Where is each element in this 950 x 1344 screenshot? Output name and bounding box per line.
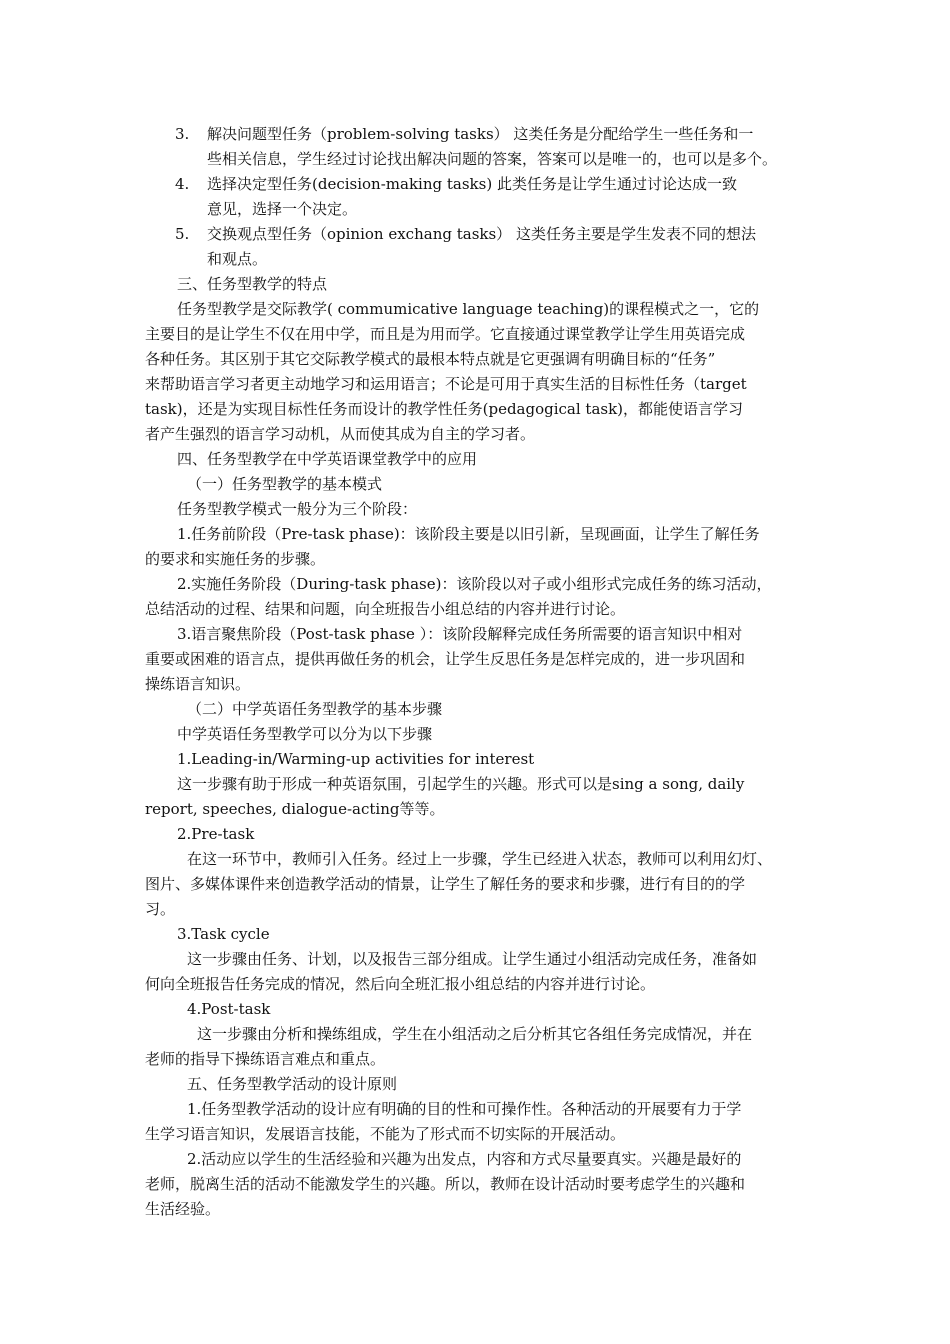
paragraph-line: 各种任务。其区别于其它交际教学模式的最根本特点就是它更强调有明确目标的“任务” [145, 350, 716, 368]
list-text: 交换观点型任务（opinion exchang tasks） 这类任务主要是学生发表不同的想法 [207, 225, 756, 243]
paragraph-line: 图片、多媒体课件来创造教学活动的情景，让学生了解任务的要求和步骤，进行有目的的学 [145, 875, 746, 893]
paragraph-line: 何向全班报告任务完成的情况，然后向全班汇报小组总结的内容并进行讨论。 [145, 975, 656, 993]
paragraph-line: 任务型教学模式一般分为三个阶段： [177, 500, 418, 518]
list-text: 解决问题型任务（problem-solving tasks） 这类任务是分配给学生一些任务和一 [207, 125, 754, 143]
paragraph-line: 的要求和实施任务的步骤。 [145, 550, 326, 568]
paragraph-line: 主要目的是让学生不仅在用中学，而且是为用而学。它直接通过课堂教学让学生用英语完成 [145, 325, 746, 343]
list-item-5-line-1 [145, 222, 810, 247]
paragraph-line: report, speeches, dialogue-acting等等。 [145, 800, 445, 818]
paragraph-line: 3.语言聚焦阶段（Post-task phase ）：该阶段解释完成任务所需要的语言知识中相对 [177, 625, 743, 643]
paragraph-line: 2.活动应以学生的生活经验和兴趣为出发点，内容和方式尽量要真实。兴趣是最好的 [187, 1150, 742, 1168]
subsection-heading-2: （二）中学英语任务型教学的基本步骤 [187, 700, 443, 718]
paragraph-line: 习。 [145, 900, 176, 918]
list-item-5-line-2: 和观点。 [207, 250, 268, 268]
subsection-heading-1: （一）任务型教学的基本模式 [187, 475, 383, 493]
paragraph-line: 来帮助语言学习者更主动地学习和运用语言；不论是可用于真实生活的目标性任务（target [145, 375, 747, 393]
paragraph-line: 老师的指导下操练语言难点和重点。 [145, 1050, 386, 1068]
list-number: 4. [175, 175, 190, 193]
section-heading-3: 三、任务型教学的特点 [177, 275, 328, 293]
document-body [145, 122, 810, 1222]
list-item-4-line-1 [145, 172, 810, 197]
section-heading-4: 四、任务型教学在中学英语课堂教学中的应用 [177, 450, 478, 468]
paragraph-line: 1.任务前阶段（Pre-task phase)：该阶段主要是以旧引新，呈现画面，让学生了解任务 [177, 525, 760, 543]
list-item-3-line-1 [145, 122, 810, 147]
paragraph-line: 重要或困难的语言点，提供再做任务的机会，让学生反思任务是怎样完成的，进一步巩固和 [145, 650, 746, 668]
list-item-4-line-2: 意见，选择一个决定。 [207, 200, 358, 218]
list-number: 3. [175, 125, 190, 143]
step-heading-3: 3.Task cycle [177, 925, 270, 943]
paragraph-line: 生活经验。 [145, 1200, 221, 1218]
paragraph-line: 中学英语任务型教学可以分为以下步骤 [177, 725, 433, 743]
paragraph-line: 在这一环节中，教师引入任务。经过上一步骤，学生已经进入状态，教师可以利用幻灯、 [187, 850, 773, 868]
list-item-3-line-2: 些相关信息，学生经过讨论找出解决问题的答案，答案可以是唯一的，也可以是多个。 [207, 150, 778, 168]
paragraph-line: 者产生强烈的语言学习动机，从而使其成为自主的学习者。 [145, 425, 536, 443]
step-heading-4: 4.Post-task [187, 1000, 271, 1018]
paragraph-line: 2.实施任务阶段（During-task phase)：该阶段以对子或小组形式完成任务的练习活动， [177, 575, 772, 593]
paragraph-line: 这一步骤由任务、计划，以及报告三部分组成。让学生通过小组活动完成任务，准备如 [187, 950, 758, 968]
paragraph-line: 任务型教学是交际教学( commumicative language teaching)的课程模式之一，它的 [177, 300, 760, 318]
step-heading-1: 1.Leading-in/Warming-up activities for interest [177, 750, 535, 768]
list-number: 5. [175, 225, 190, 243]
section-heading-5: 五、任务型教学活动的设计原则 [187, 1075, 398, 1093]
paragraph-line: 这一步骤由分析和操练组成，学生在小组活动之后分析其它各组任务完成情况，并在 [197, 1025, 753, 1043]
paragraph-line: 总结活动的过程、结果和问题，向全班报告小组总结的内容并进行讨论。 [145, 600, 626, 618]
paragraph-line: 1.任务型教学活动的设计应有明确的目的性和可操作性。各种活动的开展要有力于学 [187, 1100, 742, 1118]
step-heading-2: 2.Pre-task [177, 825, 255, 843]
paragraph-line: 老师，脱离生活的活动不能激发学生的兴趣。所以，教师在设计活动时要考虑学生的兴趣和 [145, 1175, 746, 1193]
list-text: 选择决定型任务(decision-making tasks) 此类任务是让学生通过讨论达成一致 [207, 175, 737, 193]
paragraph-line: 生学习语言知识，发展语言技能，不能为了形式而不切实际的开展活动。 [145, 1125, 626, 1143]
paragraph-line: task)，还是为实现目标性任务而设计的教学性任务(pedagogical task)，都能使语言学习 [145, 400, 744, 418]
paragraph-line: 这一步骤有助于形成一种英语氛围，引起学生的兴趣。形式可以是sing a song, daily [177, 775, 745, 793]
paragraph-line: 操练语言知识。 [145, 675, 251, 693]
